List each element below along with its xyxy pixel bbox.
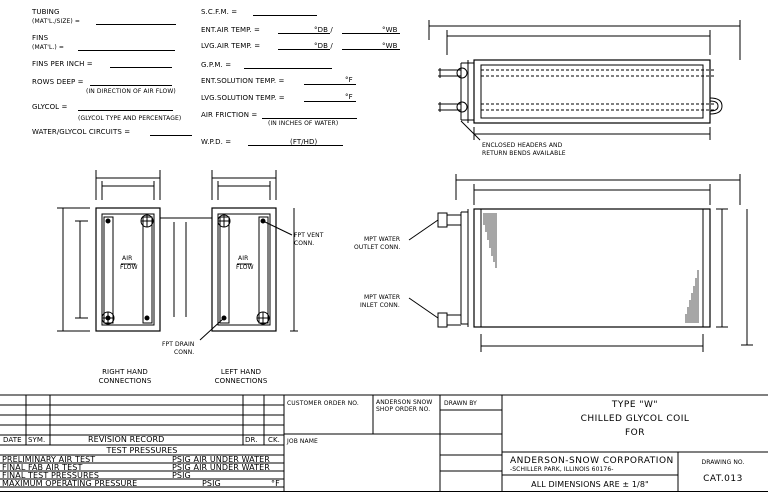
rows-deep-note: (IN DIRECTION OF AIR FLOW)	[86, 88, 176, 95]
prelim-air-label: PRELIMINARY AIR TEST	[2, 455, 96, 464]
ent-solution-label: ENT.SOLUTION TEMP. =	[201, 77, 285, 85]
circuits-field[interactable]	[150, 135, 192, 136]
company-name: ANDERSON-SNOW CORPORATION	[510, 456, 674, 466]
revision-record-header: REVISION RECORD	[88, 435, 165, 444]
lvg-solution-field[interactable]	[304, 101, 356, 102]
customer-order-label: CUSTOMER ORDER NO.	[287, 400, 359, 407]
air-flow-lh-air: AIR	[238, 255, 249, 262]
shop-order-label-2: SHOP ORDER NO.	[376, 406, 431, 413]
max-op-psig: PSIG	[202, 479, 221, 488]
sym-header: SYM.	[28, 436, 46, 444]
glycol-note: (GLYCOL TYPE AND PERCENTAGE)	[78, 115, 182, 122]
prelim-air-value: PSIG AIR UNDER WATER	[172, 455, 270, 464]
headers-note-line1: ENCLOSED HEADERS AND	[482, 142, 563, 149]
lvg-solution-unit: °F	[345, 93, 353, 101]
circuits-label: WATER/GLYCOL CIRCUITS =	[32, 128, 131, 136]
left-hand-label-2: CONNECTIONS	[214, 377, 268, 385]
air-friction-label: AIR FRICTION =	[201, 111, 258, 119]
drawing-number: CAT.013	[703, 474, 743, 484]
test-pressures-header: TEST PRESSURES	[106, 446, 178, 455]
fins-field[interactable]	[78, 50, 175, 51]
ent-air-db-unit: °DB /	[314, 26, 333, 34]
final-test-label: FINAL TEST PRESSURES	[2, 471, 100, 480]
lvg-solution-label: LVG.SOLUTION TEMP. =	[201, 94, 285, 102]
scfm-field[interactable]	[253, 15, 317, 16]
glycol-field[interactable]	[78, 110, 173, 111]
inlet-conn-label-2: INLET CONN.	[360, 302, 400, 309]
air-flow-rh-flow: FLOW	[120, 264, 138, 271]
left-hand-label-1: LEFT HAND	[220, 368, 262, 376]
fins-per-inch-label: FINS PER INCH =	[32, 60, 93, 68]
shop-order-label-1: ANDERSON SNOW	[376, 399, 433, 406]
fpt-vent-label-1: FPT VENT	[294, 232, 324, 239]
right-hand-label-2: CONNECTIONS	[98, 377, 152, 385]
final-fab-label: FINAL FAB AIR TEST	[2, 463, 83, 472]
outlet-conn-label-1: MPT WATER	[364, 236, 401, 243]
drawing-no-label: DRAWING NO.	[701, 459, 745, 466]
fpt-drain-label-2: CONN.	[174, 349, 195, 356]
wpd-unit: (FT/HD)	[290, 138, 318, 146]
lvg-air-db-unit: °DB /	[314, 42, 333, 50]
max-op-label: MAXIMUM OPERATING PRESSURE	[2, 479, 138, 488]
tubing-sub-label: (MAT'L./SIZE) =	[32, 18, 80, 25]
scfm-label: S.C.F.M. =	[201, 8, 238, 16]
fpt-drain-label-1: FPT DRAIN	[162, 341, 195, 348]
max-op-f: °F	[271, 479, 280, 488]
rows-deep-label: ROWS DEEP =	[32, 78, 84, 86]
right-hand-label-1: RIGHT HAND	[102, 368, 148, 376]
drawn-by-label: DRAWN BY	[444, 400, 477, 407]
dimensions-tolerance: ALL DIMENSIONS ARE ± 1/8"	[531, 480, 649, 489]
tubing-field[interactable]	[96, 24, 176, 25]
ent-solution-field[interactable]	[304, 84, 356, 85]
fins-label: FINS	[32, 34, 49, 42]
company-address: -SCHILLER PARK, ILLINOIS 60176-	[510, 466, 614, 473]
top-view-drawing	[429, 20, 740, 140]
fins-sub-label: (MAT'L.) =	[32, 44, 64, 51]
lvg-air-label: LVG.AIR TEMP. =	[201, 42, 261, 50]
lvg-air-wb-unit: °WB	[382, 42, 398, 50]
right-hand-view-drawing	[57, 170, 212, 331]
date-header: DATE	[3, 436, 22, 444]
ent-solution-unit: °F	[345, 76, 353, 84]
job-name-label: JOB NAME	[287, 438, 318, 445]
air-flow-lh-flow: FLOW	[236, 264, 254, 271]
dr-header: DR.	[245, 436, 258, 444]
outlet-conn-label-2: OUTLET CONN.	[354, 244, 401, 251]
final-fab-value: PSIG AIR UNDER WATER	[172, 463, 270, 472]
side-view-drawing	[409, 174, 753, 352]
final-test-value: PSIG	[172, 471, 191, 480]
ck-header: CK.	[268, 436, 281, 444]
ent-air-wb-unit: °WB	[382, 26, 398, 34]
air-flow-rh-air: AIR	[122, 255, 133, 262]
headers-note-line2: RETURN BENDS AVAILABLE	[482, 150, 566, 157]
ent-air-label: ENT.AIR TEMP. =	[201, 26, 260, 34]
glycol-label: GLYCOL =	[32, 103, 68, 111]
inlet-conn-label-1: MPT WATER	[364, 294, 401, 301]
coil-name-title: CHILLED GLYCOL COIL	[580, 414, 690, 424]
gpm-label: G.P.M. =	[201, 61, 232, 69]
gpm-field[interactable]	[244, 68, 332, 69]
fpt-vent-label-2: CONN.	[294, 240, 315, 247]
coil-type-title: TYPE "W"	[611, 400, 659, 410]
fins-per-inch-field[interactable]	[110, 67, 172, 68]
wpd-label: W.P.D. =	[201, 138, 232, 146]
air-friction-field[interactable]	[262, 118, 357, 119]
coil-for-title: FOR	[624, 428, 645, 438]
tubing-label: TUBING	[32, 8, 60, 16]
air-friction-note: (IN INCHES OF WATER)	[268, 120, 339, 127]
rows-deep-field[interactable]	[90, 85, 172, 86]
